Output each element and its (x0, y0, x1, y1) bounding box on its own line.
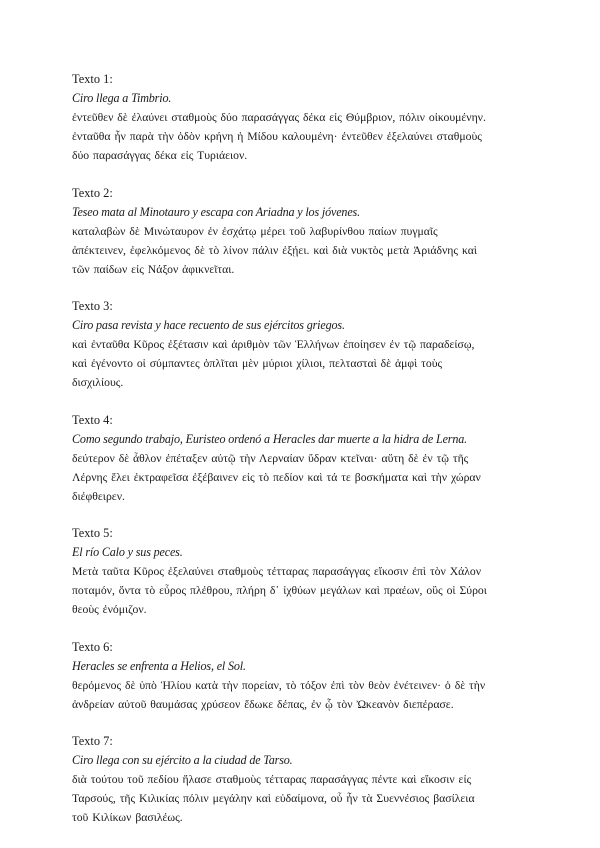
entry-title: Texto 1: (72, 72, 113, 86)
greek-line: τῶν παίδων εἰς Νάξον ἀφικνεῖται. (72, 262, 235, 276)
text-entry-6 (72, 638, 534, 714)
greek-line: ποταμόν, ὄντα τὸ εὖρος πλέθρου, πλήρη δ᾽ ἰχθύων μεγάλων καὶ πραέων, οὓς οἱ Σύροι (72, 584, 487, 597)
greek-text (72, 335, 534, 392)
greek-text (72, 562, 534, 619)
entry-subtitle: Ciro llega con su ejército a la ciudad de Tarso. (72, 753, 293, 767)
text-entry-3 (72, 297, 534, 392)
greek-text (72, 770, 534, 827)
greek-line: ἐντεῦθεν δὲ ἐλαύνει σταθμοὺς δύο παρασάγγας δέκα εἰς Θύμβριον, πόλιν οἰκουμένην. (72, 111, 486, 124)
entry-subtitle: Como segundo trabajo, Euristeo ordenó a Heracles dar muerte a la hidra de Lerna. (72, 431, 468, 446)
greek-line: ἀνδρείαν αὐτοῦ θαυμάσας χρύσεον ἔδωκε δέπας, ἐν ᾧ τὸν Ὠκεανὸν διεπέρασε. (72, 697, 454, 711)
greek-line: δισχιλίους. (72, 376, 124, 389)
greek-line: καταλαβὼν δὲ Μινώταυρον ἐν ἐσχάτῳ μέρει τοῦ λαβυρίνθου παίων πυγμαῖς (72, 224, 438, 238)
entry-title: Texto 5: (72, 526, 113, 540)
entry-subtitle: Heracles se enfrenta a Helios, el Sol. (72, 658, 246, 673)
greek-line: θεοὺς ἐνόμιζον. (72, 603, 147, 616)
greek-line: Λέρνης ἕλει ἐκτραφεῖσα ἐξέβαινεν εἰς τὸ πεδίον καὶ τά τε βοσκήματα καὶ τὴν χώραν (72, 470, 481, 484)
entry-title: Texto 7: (72, 734, 113, 748)
greek-line: τοῦ Κιλίκων βασιλέως. (72, 811, 183, 824)
greek-text (72, 449, 534, 506)
text-entry-2 (72, 184, 534, 279)
entry-title: Texto 4: (72, 412, 113, 427)
document-page (72, 70, 534, 846)
greek-line: Ταρσούς, τῆς Κιλικίας πόλιν μεγάλην καὶ εὐδαίμονα, οὗ ἦν τὰ Συεννέσιος βασίλεια (72, 792, 475, 805)
entry-subtitle: El río Calo y sus peces. (72, 545, 183, 559)
greek-line: καὶ ἐγένοντο οἱ σύμπαντες ὁπλῖται μὲν μύριοι χίλιοι, πελτασταὶ δὲ ἀμφὶ τοὺς (72, 357, 443, 370)
entry-subtitle: Teseo mata al Minotauro y escapa con Ariadna y los jóvenes. (72, 204, 360, 219)
greek-line: δύο παρασάγγας δέκα εἰς Τυριάειον. (72, 149, 248, 162)
greek-line: Μετὰ ταῦτα Κῦρος ἐξελαύνει σταθμοὺς τέτταρας παρασάγγας εἴκοσιν ἐπὶ τὸν Χάλον (72, 565, 482, 578)
greek-text (72, 108, 534, 165)
text-entry-1 (72, 70, 534, 165)
greek-line: θερόμενος δὲ ὑπὸ Ἡλίου κατὰ τὴν πορείαν, τὸ τόξον ἐπὶ τὸν θεὸν ἐνέτεινεν· ὁ δὲ τὴν (72, 678, 486, 692)
greek-line: δεύτερον δὲ ἆθλον ἐπέταξεν αὐτῷ τὴν Λερναίαν ὕδραν κτεῖναι· αὕτη δὲ ἐν τῷ τῆς (72, 451, 469, 465)
text-entry-5 (72, 524, 534, 619)
entry-subtitle: Ciro pasa revista y hace recuento de sus ejércitos griegos. (72, 318, 345, 332)
text-entry-7 (72, 732, 534, 827)
greek-line: ἐνταῦθα ἦν παρὰ τὴν ὁδὸν κρήνη ἡ Μίδου καλουμένη· ἐντεῦθεν ἐξελαύνει σταθμοὺς (72, 130, 482, 143)
text-entry-4 (72, 411, 534, 506)
greek-text (72, 222, 534, 279)
greek-text (72, 676, 534, 714)
greek-line: καὶ ἐνταῦθα Κῦρος ἐξέτασιν καὶ ἀριθμὸν τῶν Ἑλλήνων ἐποίησεν ἐν τῷ παραδείσῳ, (72, 338, 475, 351)
greek-line: ἀπέκτεινεν, ἐφελκόμενος δὲ τὸ λίνον πάλιν ἐξῄει. καὶ διὰ νυκτὸς μετὰ Ἀριάδνης καὶ (72, 243, 478, 257)
entry-title: Texto 2: (72, 185, 113, 200)
entry-title: Texto 6: (72, 639, 113, 654)
entry-subtitle: Ciro llega a Timbrio. (72, 91, 172, 105)
entry-title: Texto 3: (72, 299, 113, 313)
greek-line: διέφθειρεν. (72, 489, 125, 503)
greek-line: διὰ τούτου τοῦ πεδίου ἤλασε σταθμοὺς τέτταρας παρασάγγας πέντε καὶ εἴκοσιν εἰς (72, 773, 472, 786)
